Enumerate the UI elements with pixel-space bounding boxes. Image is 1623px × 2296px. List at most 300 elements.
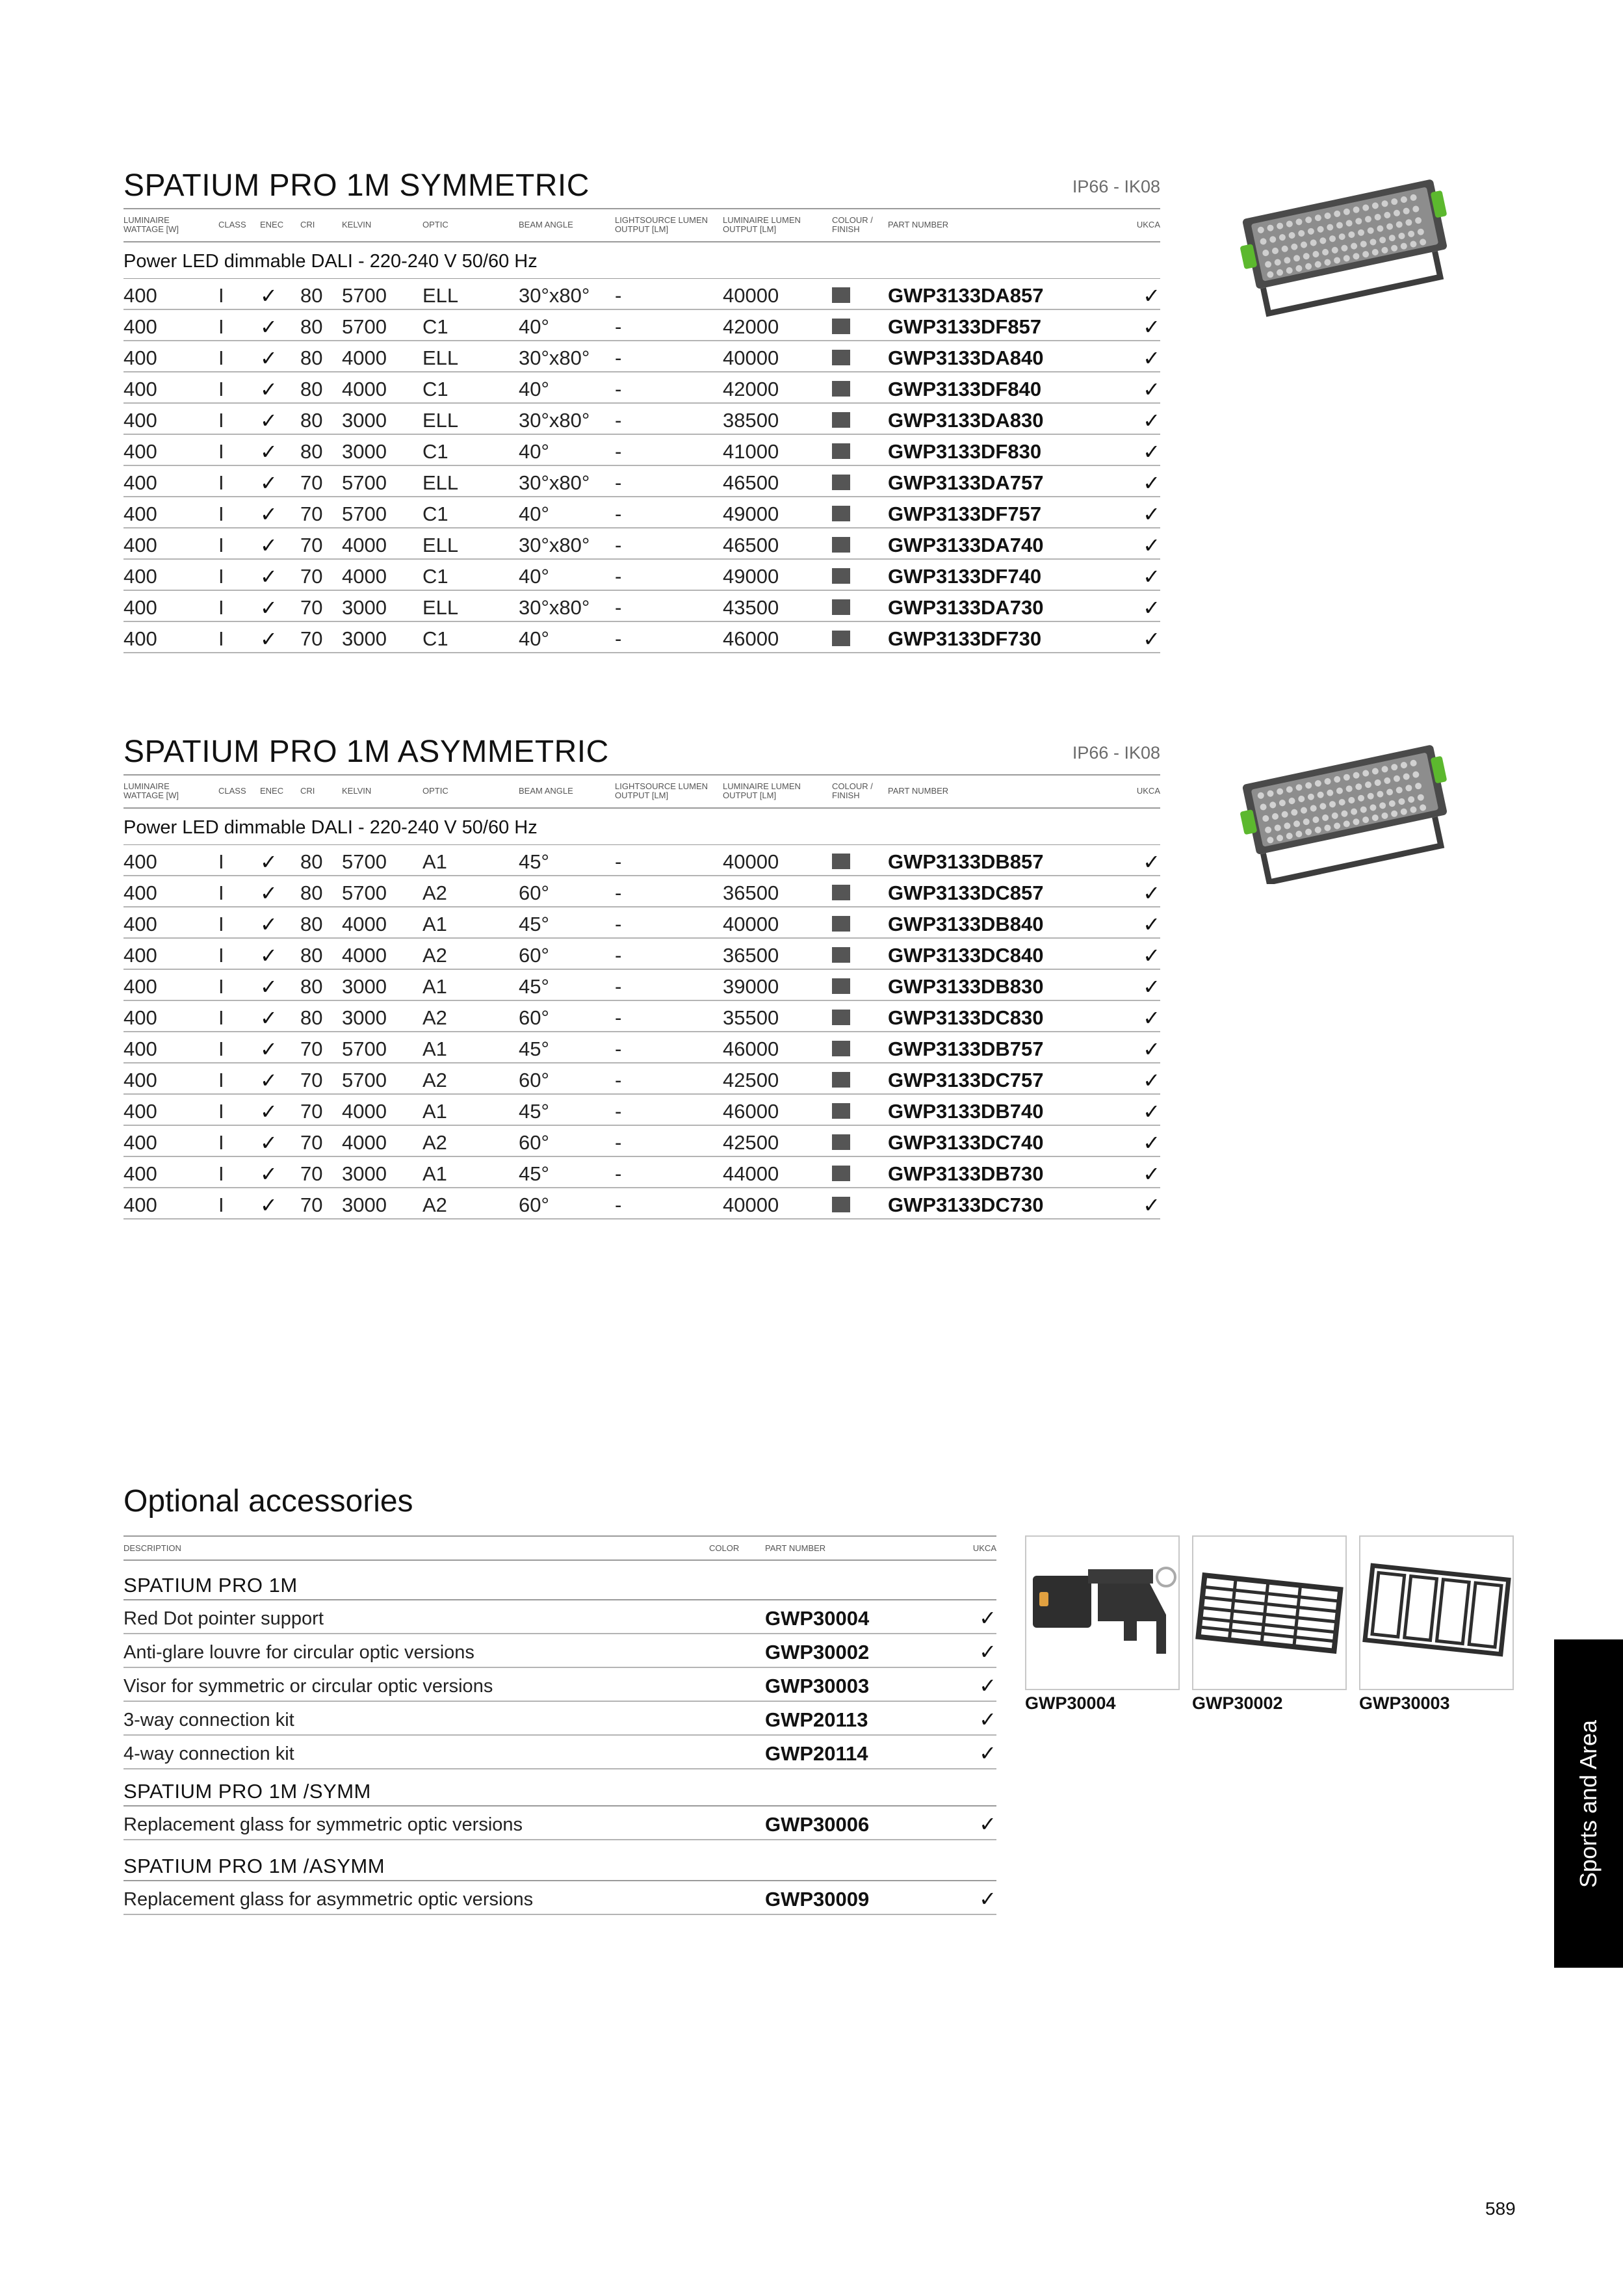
accessory-part-number: GWP20113 [765,1708,868,1731]
beam-angle-cell: 30°x80° [519,596,590,619]
ukca-check-icon: ✓ [1143,346,1160,370]
finish-swatch [832,1103,850,1119]
wattage-cell: 400 [123,409,157,432]
louvre-icon [1193,1537,1345,1689]
enec-check-icon: ✓ [260,346,278,370]
part-number-cell: GWP3133DB740 [888,1100,1044,1123]
col-ukca: UKCA [972,1543,996,1553]
wattage-cell: 400 [123,881,157,904]
kelvin-cell: 3000 [342,975,387,998]
accessory-part-number: GWP30009 [765,1888,870,1911]
divider [123,807,1160,809]
beam-angle-cell: 40° [519,315,549,338]
part-number-cell: GWP3133DF830 [888,440,1042,463]
finish-swatch [832,1134,850,1150]
finish-swatch [832,412,850,428]
col-colour: COLOUR / FINISH [832,781,873,800]
accessory-row [123,1736,996,1769]
beam-angle-cell: 40° [519,565,549,588]
col-beam: BEAM ANGLE [519,220,573,229]
enec-check-icon: ✓ [260,881,278,905]
table-row [123,372,1160,404]
finish-swatch [832,854,850,869]
cri-cell: 80 [300,1006,323,1029]
ukca-check-icon: ✓ [1143,315,1160,339]
luminaire-lumen-cell: 49000 [723,565,779,588]
wattage-cell: 400 [123,1162,157,1185]
luminaire-lumen-cell: 42500 [723,1131,779,1154]
enec-check-icon: ✓ [260,1162,278,1186]
wattage-cell: 400 [123,596,157,619]
wattage-cell: 400 [123,346,157,369]
col-enec: ENEC [260,786,284,796]
accessory-part-number: GWP30003 [765,1675,870,1697]
optic-cell: A2 [422,1131,447,1154]
part-number-cell: GWP3133DB857 [888,850,1044,873]
section-title: SPATIUM PRO 1M SYMMETRIC [123,168,590,203]
class-cell: I [218,409,224,432]
optic-cell: C1 [422,378,448,400]
lightsource-lumen-cell: - [615,627,622,650]
finish-swatch [832,537,850,553]
side-tab [1554,1639,1623,1968]
enec-check-icon: ✓ [260,409,278,432]
table-row [123,876,1160,907]
wattage-cell: 400 [123,315,157,338]
finish-swatch [832,1072,850,1088]
ukca-check-icon: ✓ [1143,596,1160,620]
accessory-row [123,1668,996,1702]
wattage-cell: 400 [123,284,157,307]
table-row [123,404,1160,435]
enec-check-icon: ✓ [260,315,278,339]
enec-check-icon: ✓ [260,627,278,651]
cri-cell: 70 [300,1037,323,1060]
lightsource-lumen-cell: - [615,565,622,588]
accessories-title: Optional accessories [123,1484,413,1519]
class-cell: I [218,1100,224,1123]
ukca-check-icon: ✓ [1143,975,1160,998]
finish-swatch [832,599,850,615]
kelvin-cell: 3000 [342,1162,387,1185]
col-class: CLASS [218,786,246,796]
lightsource-lumen-cell: - [615,850,622,873]
kelvin-cell: 3000 [342,440,387,463]
checkmark-icon: ✓ [979,1742,996,1765]
power-subheading: Power LED dimmable DALI - 220-240 V 50/60 Hz [123,251,538,272]
lightsource-lumen-cell: - [615,596,622,619]
beam-angle-cell: 60° [519,1131,549,1154]
class-cell: I [218,346,224,369]
enec-check-icon: ✓ [260,284,278,307]
beam-angle-cell: 60° [519,1069,549,1091]
table-row [123,845,1160,876]
finish-swatch [832,1166,850,1181]
part-number-cell: GWP3133DC757 [888,1069,1044,1091]
finish-swatch [832,381,850,397]
optic-cell: A2 [422,881,447,904]
enec-check-icon: ✓ [260,913,278,936]
beam-angle-cell: 30°x80° [519,409,590,432]
wattage-cell: 400 [123,534,157,556]
ukca-check-icon: ✓ [1143,1194,1160,1217]
optic-cell: C1 [422,440,448,463]
optic-cell: A1 [422,913,447,935]
part-number-cell: GWP3133DC730 [888,1194,1044,1216]
kelvin-cell: 3000 [342,1194,387,1216]
symmetric-section [123,168,1160,662]
wattage-cell: 400 [123,565,157,588]
kelvin-cell: 3000 [342,596,387,619]
cri-cell: 80 [300,881,323,904]
kelvin-cell: 5700 [342,1037,387,1060]
side-tab-label: Sports and Area [1575,1719,1602,1888]
luminaire-lumen-cell: 42500 [723,1069,779,1091]
luminaire-lumen-cell: 38500 [723,409,779,432]
checkmark-icon: ✓ [979,1887,996,1911]
kelvin-cell: 4000 [342,1131,387,1154]
part-number-cell: GWP3133DC830 [888,1006,1044,1029]
col-lightsource: LIGHTSOURCE LUMEN OUTPUT [LM] [615,215,708,234]
visor-icon [1360,1537,1513,1689]
kelvin-cell: 5700 [342,315,387,338]
part-number-cell: GWP3133DF857 [888,315,1042,338]
table-row [123,279,1160,310]
table-row [123,907,1160,939]
wattage-cell: 400 [123,850,157,873]
col-color: COLOR [709,1543,740,1553]
table-row [123,341,1160,372]
accessory-part-number: GWP20114 [765,1742,868,1765]
accessory-row [123,1600,996,1634]
table-row [123,1126,1160,1157]
cri-cell: 70 [300,534,323,556]
kelvin-cell: 4000 [342,1100,387,1123]
col-luminaire: LUMINAIRE LUMEN OUTPUT [LM] [723,215,801,234]
cri-cell: 80 [300,315,323,338]
optic-cell: C1 [422,502,448,525]
optic-cell: C1 [422,315,448,338]
ukca-check-icon: ✓ [1143,440,1160,463]
col-kelvin: KELVIN [342,786,372,796]
part-number-cell: GWP3133DA840 [888,346,1044,369]
enec-check-icon: ✓ [260,1194,278,1217]
kelvin-cell: 5700 [342,1069,387,1091]
lightsource-lumen-cell: - [615,1006,622,1029]
part-number-cell: GWP3133DB830 [888,975,1044,998]
lightsource-lumen-cell: - [615,534,622,556]
table-row [123,1063,1160,1095]
checkmark-icon: ✓ [979,1606,996,1630]
cri-cell: 80 [300,944,323,967]
optic-cell: A1 [422,1162,447,1185]
kelvin-cell: 5700 [342,471,387,494]
group-title: SPATIUM PRO 1M [123,1574,298,1597]
luminaire-lumen-cell: 40000 [723,913,779,935]
accessories-section [123,1483,996,1925]
accessory-row [123,1807,996,1840]
ukca-check-icon: ✓ [1143,913,1160,936]
lightsource-lumen-cell: - [615,1100,622,1123]
table-row [123,560,1160,591]
wattage-cell: 400 [123,944,157,967]
finish-swatch [832,475,850,490]
col-luminaire: LUMINAIRE LUMEN OUTPUT [LM] [723,781,801,800]
lightsource-lumen-cell: - [615,315,622,338]
kelvin-cell: 4000 [342,346,387,369]
col-part: PART NUMBER [888,786,949,796]
enec-check-icon: ✓ [260,944,278,967]
column-headers [123,211,1160,241]
accessory-description: 4-way connection kit [123,1743,294,1764]
col-part: PART NUMBER [888,220,949,229]
class-cell: I [218,850,224,873]
optic-cell: ELL [422,471,459,494]
luminaire-lumen-cell: 46500 [723,471,779,494]
wattage-cell: 400 [123,1131,157,1154]
kelvin-cell: 3000 [342,627,387,650]
finish-swatch [832,350,850,365]
lightsource-lumen-cell: - [615,502,622,525]
kelvin-cell: 4000 [342,944,387,967]
ukca-check-icon: ✓ [1143,944,1160,967]
col-cri: CRI [300,220,315,229]
power-subheading: Power LED dimmable DALI - 220-240 V 50/60 Hz [123,817,538,838]
cri-cell: 80 [300,850,323,873]
part-number-cell: GWP3133DA740 [888,534,1044,556]
optic-cell: A1 [422,1037,447,1060]
finish-swatch [832,1010,850,1025]
optic-cell: A1 [422,1100,447,1123]
wattage-cell: 400 [123,1069,157,1091]
finish-swatch [832,916,850,932]
wattage-cell: 400 [123,1037,157,1060]
thumbnail-red-dot-pointer [1025,1535,1180,1690]
optic-cell: A2 [422,1194,447,1216]
table-row [123,1188,1160,1220]
beam-angle-cell: 45° [519,975,549,998]
beam-angle-cell: 45° [519,850,549,873]
class-cell: I [218,315,224,338]
lightsource-lumen-cell: - [615,1037,622,1060]
class-cell: I [218,596,224,619]
table-row [123,466,1160,497]
checkmark-icon: ✓ [979,1812,996,1836]
finish-swatch [832,506,850,521]
class-cell: I [218,1131,224,1154]
enec-check-icon: ✓ [260,565,278,588]
class-cell: I [218,284,224,307]
luminaire-lumen-cell: 40000 [723,850,779,873]
ukca-check-icon: ✓ [1143,881,1160,905]
thumbnail-caption: GWP30002 [1192,1693,1283,1713]
optic-cell: A2 [422,944,447,967]
ukca-check-icon: ✓ [1143,378,1160,401]
part-number-cell: GWP3133DC840 [888,944,1044,967]
lightsource-lumen-cell: - [615,975,622,998]
thumbnail-caption: GWP30003 [1359,1693,1450,1713]
luminaire-lumen-cell: 42000 [723,315,779,338]
checkmark-icon: ✓ [979,1708,996,1731]
part-number-cell: GWP3133DA830 [888,409,1044,432]
table-row [123,1032,1160,1063]
lightsource-lumen-cell: - [615,284,622,307]
class-cell: I [218,565,224,588]
class-cell: I [218,944,224,967]
lightsource-lumen-cell: - [615,944,622,967]
cri-cell: 70 [300,471,323,494]
luminaire-lumen-cell: 46000 [723,627,779,650]
checkmark-icon: ✓ [979,1674,996,1697]
thumbnail-anti-glare-louvre [1192,1535,1347,1690]
class-cell: I [218,378,224,400]
beam-angle-cell: 60° [519,1194,549,1216]
beam-angle-cell: 45° [519,913,549,935]
enec-check-icon: ✓ [260,596,278,620]
page-number: 589 [1485,2198,1516,2219]
part-number-cell: GWP3133DF757 [888,502,1042,525]
ukca-check-icon: ✓ [1143,409,1160,432]
lightsource-lumen-cell: - [615,409,622,432]
luminaire-lumen-cell: 46500 [723,534,779,556]
luminaire-lumen-cell: 40000 [723,1194,779,1216]
optic-cell: A2 [422,1069,447,1091]
table-row [123,1001,1160,1032]
class-cell: I [218,1037,224,1060]
luminaire-lumen-cell: 40000 [723,346,779,369]
lightsource-lumen-cell: - [615,378,622,400]
ukca-check-icon: ✓ [1143,1069,1160,1092]
finish-swatch [832,631,850,646]
accessory-part-number: GWP30004 [765,1607,870,1630]
col-class: CLASS [218,220,246,229]
ukca-check-icon: ✓ [1143,534,1160,557]
finish-swatch [832,568,850,584]
kelvin-cell: 4000 [342,378,387,400]
enec-check-icon: ✓ [260,440,278,463]
class-cell: I [218,534,224,556]
col-optic: OPTIC [422,786,448,796]
wattage-cell: 400 [123,378,157,400]
lightsource-lumen-cell: - [615,1162,622,1185]
luminaire-lumen-cell: 39000 [723,975,779,998]
divider [123,1535,996,1537]
luminaire-lumen-cell: 40000 [723,284,779,307]
beam-angle-cell: 60° [519,1006,549,1029]
luminaire-lumen-cell: 46000 [723,1100,779,1123]
wattage-cell: 400 [123,440,157,463]
accessory-row [123,1634,996,1668]
group-title: SPATIUM PRO 1M /SYMM [123,1780,371,1803]
optic-cell: A1 [422,850,447,873]
kelvin-cell: 3000 [342,409,387,432]
enec-check-icon: ✓ [260,502,278,526]
optic-cell: ELL [422,346,459,369]
finish-swatch [832,978,850,994]
beam-angle-cell: 40° [519,502,549,525]
luminaire-lumen-cell: 43500 [723,596,779,619]
kelvin-cell: 5700 [342,850,387,873]
finish-swatch [832,947,850,963]
table-row [123,970,1160,1001]
section-title: SPATIUM PRO 1M ASYMMETRIC [123,735,609,769]
luminaire-lumen-cell: 41000 [723,440,779,463]
enec-check-icon: ✓ [260,471,278,495]
wattage-cell: 400 [123,913,157,935]
enec-check-icon: ✓ [260,1037,278,1061]
divider [123,774,1160,776]
enec-check-icon: ✓ [260,1100,278,1123]
ukca-check-icon: ✓ [1143,284,1160,307]
lightsource-lumen-cell: - [615,471,622,494]
part-number-cell: GWP3133DA730 [888,596,1044,619]
optic-cell: ELL [422,534,459,556]
enec-check-icon: ✓ [260,1006,278,1030]
ukca-check-icon: ✓ [1143,1131,1160,1155]
part-number-cell: GWP3133DF740 [888,565,1042,588]
cri-cell: 80 [300,975,323,998]
luminaire-lumen-cell: 36500 [723,881,779,904]
wattage-cell: 400 [123,975,157,998]
accessory-description: Replacement glass for symmetric optic versions [123,1814,523,1835]
luminaire-lumen-cell: 42000 [723,378,779,400]
wattage-cell: 400 [123,1100,157,1123]
class-cell: I [218,471,224,494]
beam-angle-cell: 45° [519,1100,549,1123]
part-number-cell: GWP3133DF840 [888,378,1042,400]
kelvin-cell: 4000 [342,565,387,588]
cri-cell: 70 [300,1131,323,1154]
cri-cell: 80 [300,378,323,400]
beam-angle-cell: 30°x80° [519,346,590,369]
cri-cell: 80 [300,346,323,369]
beam-angle-cell: 40° [519,440,549,463]
class-cell: I [218,627,224,650]
cri-cell: 80 [300,409,323,432]
divider [123,241,1160,242]
part-number-cell: GWP3133DA757 [888,471,1044,494]
optic-cell: A2 [422,1006,447,1029]
col-cri: CRI [300,786,315,796]
cri-cell: 70 [300,565,323,588]
lightsource-lumen-cell: - [615,913,622,935]
beam-angle-cell: 30°x80° [519,284,590,307]
beam-angle-cell: 45° [519,1162,549,1185]
col-colour: COLOUR / FINISH [832,215,873,234]
part-number-cell: GWP3133DF730 [888,627,1042,650]
cri-cell: 80 [300,284,323,307]
col-description: DESCRIPTION [123,1543,181,1553]
lightsource-lumen-cell: - [615,346,622,369]
column-headers [123,777,1160,807]
part-number-cell: GWP3133DB840 [888,913,1044,935]
class-cell: I [218,1162,224,1185]
kelvin-cell: 4000 [342,913,387,935]
kelvin-cell: 4000 [342,534,387,556]
wattage-cell: 400 [123,471,157,494]
beam-angle-cell: 40° [519,627,549,650]
enec-check-icon: ✓ [260,378,278,401]
col-optic: OPTIC [422,220,448,229]
wattage-cell: 400 [123,1194,157,1216]
optic-cell: ELL [422,284,459,307]
accessory-row [123,1881,996,1915]
cri-cell: 70 [300,1194,323,1216]
table-row [123,622,1160,653]
group-title: SPATIUM PRO 1M /ASYMM [123,1855,385,1877]
kelvin-cell: 5700 [342,284,387,307]
class-cell: I [218,440,224,463]
